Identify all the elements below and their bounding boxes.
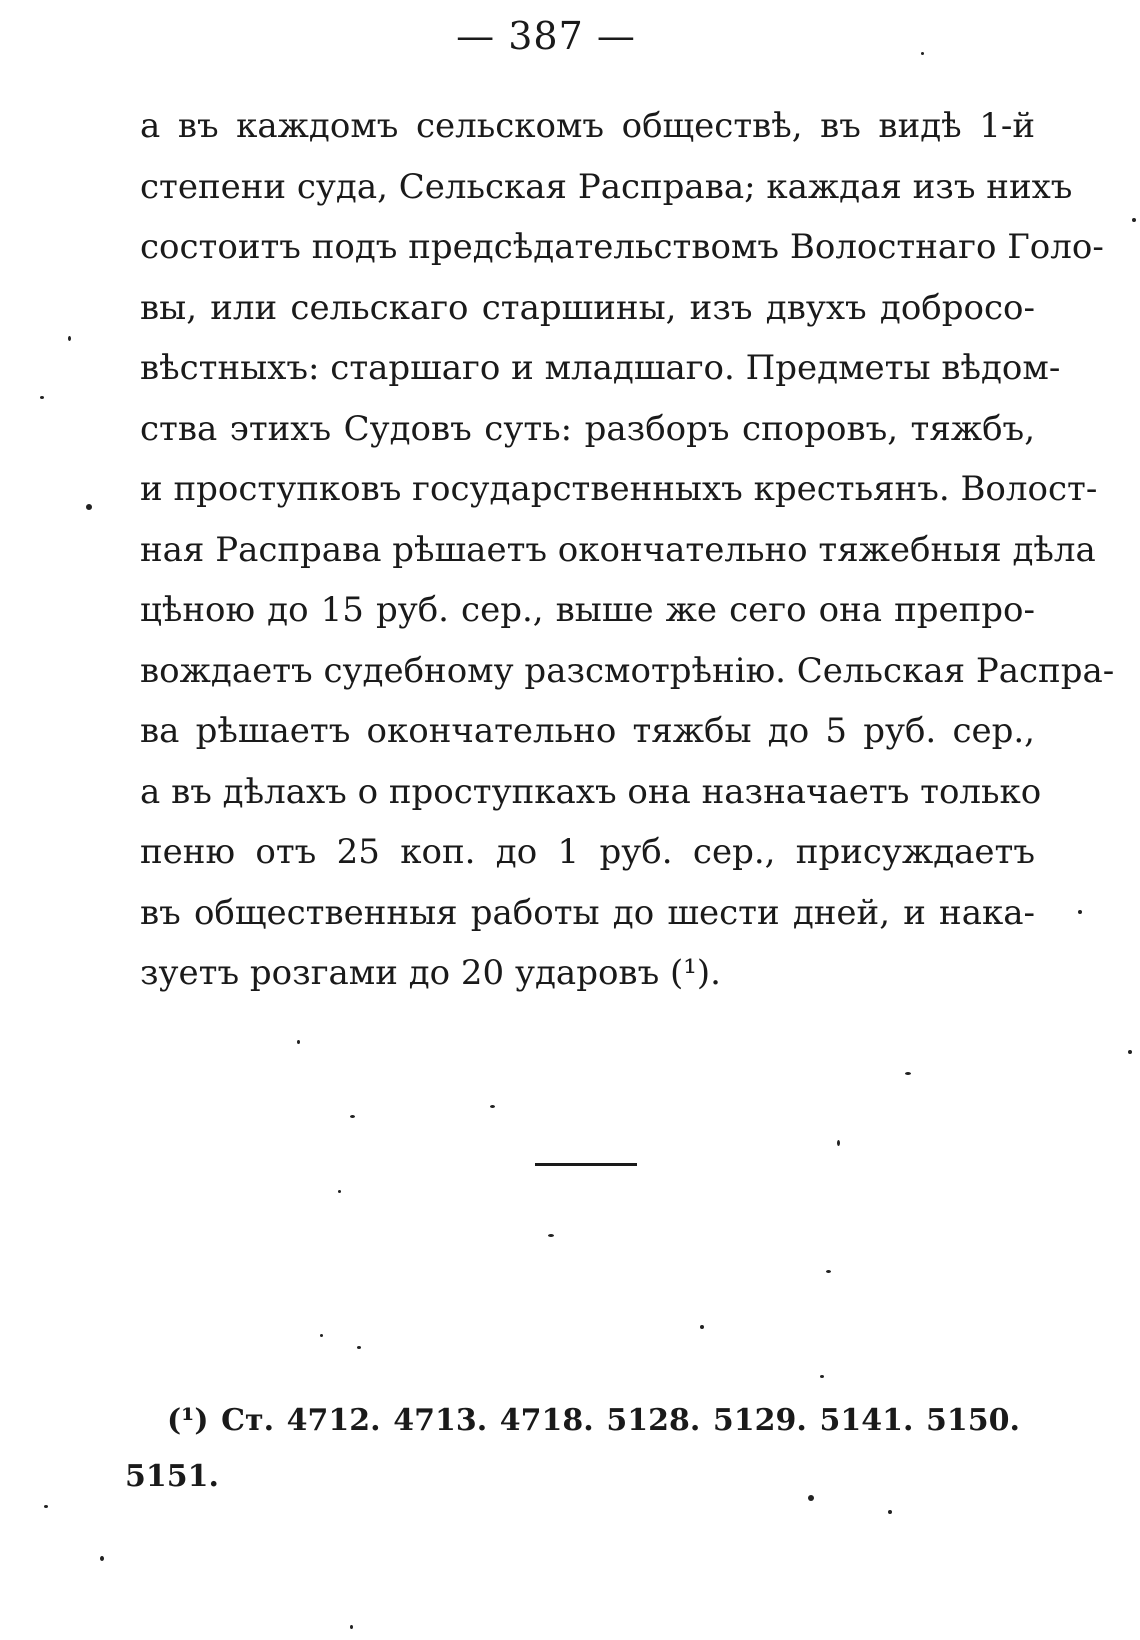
- scan-speck: [490, 1105, 495, 1108]
- scan-speck: [888, 1510, 892, 1514]
- text-line: состоитъ подъ предсѣдательствомъ Волостнаго Голо-: [140, 227, 1104, 267]
- scan-speck: [808, 1495, 814, 1501]
- text-line: а въ дѣлахъ о проступкахъ она назначаетъ только: [140, 771, 1042, 812]
- scan-speck: [297, 1040, 300, 1044]
- text-line: въ общественныя работы до шести дней, и нака-: [140, 892, 1035, 933]
- text-line: а въ каждомъ сельскомъ обществѣ, въ видѣ 1-й: [140, 106, 1035, 146]
- scan-speck: [837, 1140, 840, 1146]
- scan-speck: [40, 396, 44, 399]
- text-line: вождаетъ судебному разсмотрѣнію. Сельская Распра-: [140, 650, 1115, 691]
- footnote: [125, 1393, 1020, 1505]
- footnote-line: 5151.: [125, 1459, 219, 1494]
- footnote-line: (¹) Ст. 4712. 4713. 4718. 5128. 5129. 5141. 5150.: [167, 1403, 1020, 1438]
- scan-speck: [320, 1334, 323, 1337]
- scan-speck: [826, 1270, 831, 1273]
- scan-speck: [100, 1556, 104, 1561]
- scan-speck: [357, 1346, 361, 1349]
- text-line: ва рѣшаетъ окончательно тяжбы до 5 руб. сер.,: [140, 711, 1035, 751]
- scan-speck: [548, 1234, 554, 1237]
- body-text: [140, 96, 1115, 1004]
- text-line: степени суда, Сельская Расправа; каждая изъ нихъ: [140, 166, 1073, 207]
- text-line: вы, или сельскаго старшины, изъ двухъ добросо-: [140, 287, 1035, 328]
- text-line: цѣною до 15 руб. сер., выше же сего она препро-: [140, 590, 1035, 630]
- scan-speck: [921, 52, 924, 55]
- page-number: — 387 —: [456, 14, 636, 58]
- text-line: вѣстныхъ: старшаго и младшаго. Предметы вѣдом-: [140, 348, 1061, 388]
- text-line: зуетъ розгами до 20 ударовъ (¹).: [140, 953, 721, 993]
- scan-speck: [86, 504, 92, 510]
- scan-speck: [350, 1625, 353, 1629]
- scan-speck: [338, 1190, 341, 1193]
- text-line: ная Расправа рѣшаетъ окончательно тяжебныя дѣла: [140, 529, 1096, 570]
- scan-speck: [1132, 218, 1136, 222]
- scan-speck: [905, 1072, 911, 1075]
- section-divider: [535, 1163, 637, 1166]
- text-line: ства этихъ Судовъ суть: разборъ споровъ, тяжбъ,: [140, 408, 1035, 449]
- scan-speck: [68, 336, 71, 341]
- scan-speck: [44, 1505, 48, 1508]
- scan-speck: [1128, 1050, 1132, 1054]
- scan-speck: [820, 1375, 824, 1378]
- scan-speck: [1078, 910, 1082, 914]
- text-line: пеню отъ 25 коп. до 1 руб. сер., присуждаетъ: [140, 832, 1035, 872]
- scan-speck: [700, 1325, 704, 1329]
- scan-speck: [350, 1115, 355, 1118]
- text-line: и проступковъ государственныхъ крестьянъ. Волост-: [140, 469, 1098, 509]
